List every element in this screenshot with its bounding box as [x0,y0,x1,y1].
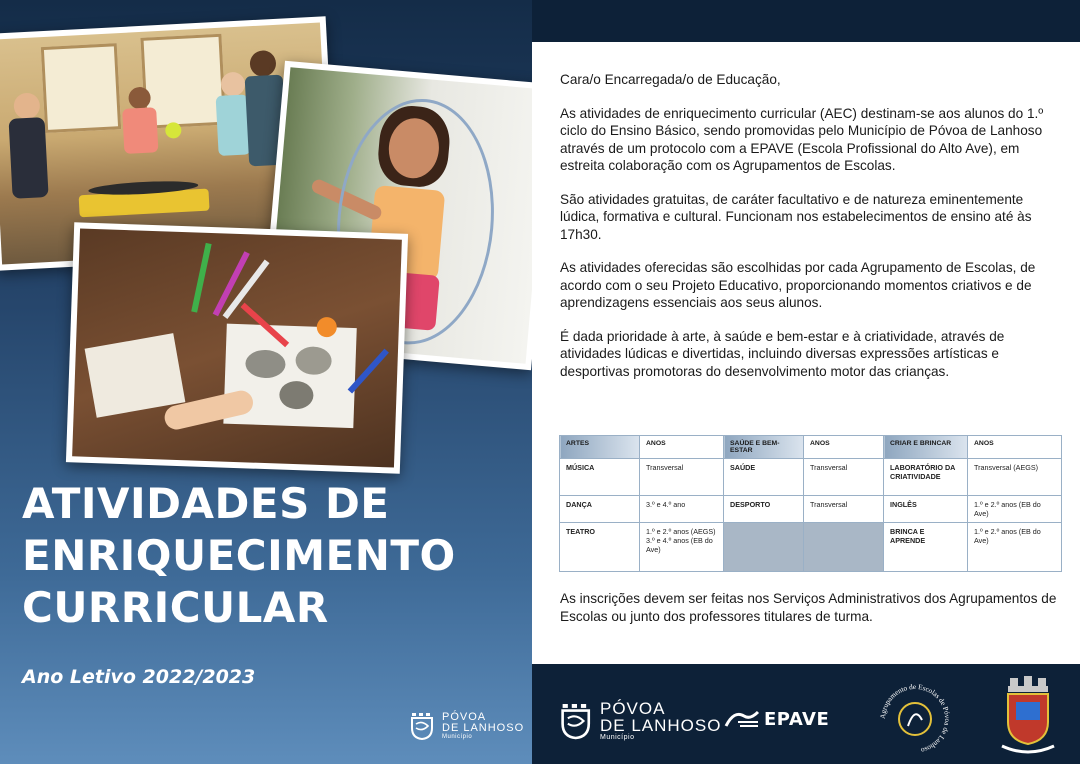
cover-title [22,478,522,634]
table-cell: 1.º e 2.º anos (EB do Ave) [968,523,1062,572]
enrollment-note: As inscrições devem ser feitas nos Serviços Administrativos dos Agrupamentos de Escolas ou junto dos professores titulares de turma. [560,591,1057,624]
table-cell: DESPORTO [724,496,804,523]
logo-line2: DE LANHOSO [600,716,722,735]
table-cell-empty [724,523,804,572]
epave-wave-icon [724,708,760,730]
logo-line1: PÓVOA [600,699,666,718]
letter-greeting: Cara/o Encarregada/o de Educação, [560,72,781,87]
table-cell: 1.º e 2.º anos (AEGS) 3.º e 4.º anos (EB do Ave) [640,523,724,572]
table-cell: TEATRO [560,523,640,572]
table-header: ANOS [804,436,884,459]
letter-paragraph: São atividades gratuitas, de caráter facultativo e de natureza eminentemente lúdica, formativa e cultural. Funcionam nos estabelecimentos de ensino até às 17h30. [560,191,1032,242]
table-header: CRIAR E BRINCAR [884,436,968,459]
top-band [532,0,1080,42]
cover-title-line: CURRICULAR [22,583,329,632]
table-cell: BRINCA E APRENDE [884,523,968,572]
table-cell: 3.º e 4.º ano [640,496,724,523]
municipio-logo-small [410,712,524,740]
logo-line1: PÓVOA [442,711,487,723]
table-header: SAÚDE E BEM-ESTAR [724,436,804,459]
seal-text: Agrupamento de Escolas de Póvoa de Lanhoso [878,682,952,755]
letter-paragraph: As atividades de enriquecimento curricular (AEC) destinam-se aos alunos do 1.º ciclo do Ensino Básico, sendo promovidas pelo Município de Póvoa de Lanhoso através de um protocolo com a EPAVE (Escola Profissional do Alto Ave), em estreita colaboração com os Agrupamentos de Escolas. [560,105,1044,173]
municipal-coat-of-arms-icon [998,674,1058,758]
logo-line2: DE LANHOSO [442,722,525,734]
activities-table [559,435,1062,572]
letter-paragraph: As atividades oferecidas são escolhidas por cada Agrupamento de Escolas, de acordo com o seu Projeto Educativo, proporcionando momentos criativos e de aprendizagens essenciais aos seus alunos. [560,260,1036,310]
table-cell: Transversal (AEGS) [968,459,1062,496]
school-year: Ano Letivo 2022/2023 [22,666,256,688]
letter-body [560,71,1060,396]
table-cell: 1.º e 2.º anos (EB do Ave) [968,496,1062,523]
table-header: ARTES [560,436,640,459]
cover-title-line: ENRIQUECIMENTO [22,531,456,580]
svg-text:Agrupamento de Escolas de Póvo [879,683,951,754]
table-cell: Transversal [804,459,884,496]
table-row [560,523,1062,572]
cover-panel [0,0,532,764]
logo-sub: Município [600,734,635,741]
table-cell: INGLÊS [884,496,968,523]
logo-sub: Município [442,734,473,740]
municipio-logo [560,700,721,741]
photo-painted-stones [66,222,408,474]
agrupamento-seal-icon [876,680,954,758]
table-header-row [560,436,1062,459]
table-row [560,496,1062,523]
municipio-emblem-icon [410,712,436,740]
table-cell: SAÚDE [724,459,804,496]
letter-panel [532,42,1080,664]
table-cell: DANÇA [560,496,640,523]
footer-band [532,664,1080,764]
table-header: ANOS [640,436,724,459]
table-cell: LABORATÓRIO DA CRIATIVIDADE [884,459,968,496]
epave-logo [724,708,829,730]
letter-paragraph: É dada prioridade à arte, à saúde e bem-estar e à criatividade, através de atividades lúdicas e divertidas, incluindo diversas expressões artísticas e desportivas promotoras do desenvolvimento motor das crianças. [560,328,1005,379]
partner-logos [532,664,1080,764]
table-cell: Transversal [640,459,724,496]
municipio-emblem-icon [560,702,594,740]
table-cell: MÚSICA [560,459,640,496]
table-cell-empty [804,523,884,572]
table-cell: Transversal [804,496,884,523]
table-header: ANOS [968,436,1062,459]
table-row [560,459,1062,496]
epave-name: EPAVE [764,708,830,730]
cover-title-line: ATIVIDADES DE [22,479,390,528]
